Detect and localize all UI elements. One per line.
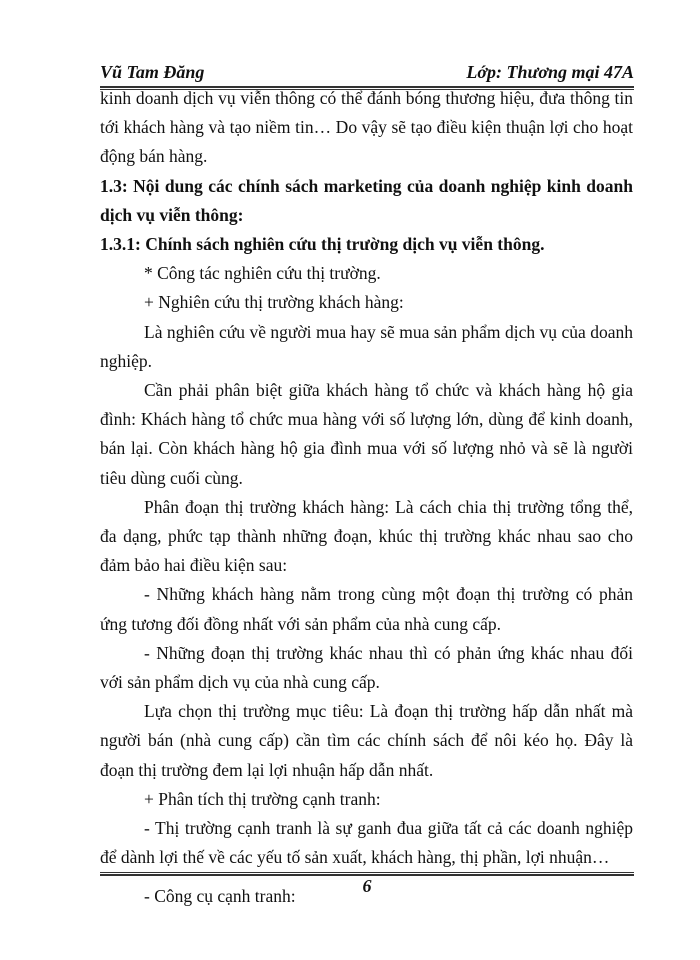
page-number: 6 [362, 876, 372, 896]
header-author: Vũ Tam Đăng [100, 62, 205, 82]
paragraph: Phân đoạn thị trường khách hàng: Là cách chia thị trường tổng thể, đa dạng, phức tạp thành những đoạn, khúc thị trường khác nhau sao cho đảm bảo hai điều kiện sau: [100, 496, 633, 576]
list-item: + Nghiên cứu thị trường khách hàng: [144, 292, 404, 313]
paragraph-continuation: kinh doanh dịch vụ viễn thông có thể đánh bóng thương hiệu, đưa thông tin tới khách hàng và tạo niềm tin… Do vậy sẽ tạo điều kiện thuận lợi cho hoạt động bán hàng. [100, 88, 633, 167]
list-item: - Công cụ cạnh tranh: [144, 886, 296, 907]
list-item: - Thị trường cạnh tranh là sự ganh đua giữa tất cả các doanh nghiệp để dành lợi thế về các yếu tố sản xuất, khách hàng, thị phần, lợi nhuận… [100, 818, 633, 868]
document-body [100, 84, 633, 912]
bullet-item: * Công tác nghiên cứu thị trường. [144, 263, 381, 284]
list-item: + Phân tích thị trường cạnh tranh: [144, 788, 381, 809]
paragraph: Cần phải phân biệt giữa khách hàng tổ chức và khách hàng hộ gia đình: Khách hàng tổ chức mua hàng với số lượng lớn, dùng để kinh doanh, bán lại. Còn khách hàng hộ gia đình mua với số lượng nhỏ và sẽ là người tiêu dùng cuối cùng. [100, 380, 633, 488]
paragraph: Là nghiên cứu về người mua hay sẽ mua sản phẩm dịch vụ của doanh nghiệp. [100, 321, 633, 371]
page-header [100, 62, 634, 84]
section-heading: 1.3: Nội dung các chính sách marketing của doanh nghiệp kinh doanh dịch vụ viễn thông: [100, 175, 633, 225]
list-item: - Những khách hàng nằm trong cùng một đoạn thị trường có phản ứng tương đối đồng nhất với sản phẩm của nhà cung cấp. [100, 584, 633, 634]
subsection-heading: 1.3.1: Chính sách nghiên cứu thị trường dịch vụ viễn thông. [100, 234, 545, 255]
paragraph: Lựa chọn thị trường mục tiêu: Là đoạn thị trường hấp dẫn nhất mà người bán (nhà cung cấp) cần tìm các chính sách để nôi kéo họ. Đây là đoạn thị trường đem lại lợi nhuận hấp dẫn nhất. [100, 701, 633, 780]
header-class: Lớp: Thương mại 47A [466, 62, 634, 82]
list-item: - Những đoạn thị trường khác nhau thì có phản ứng khác nhau đối với sản phẩm dịch vụ của nhà cung cấp. [100, 642, 633, 693]
